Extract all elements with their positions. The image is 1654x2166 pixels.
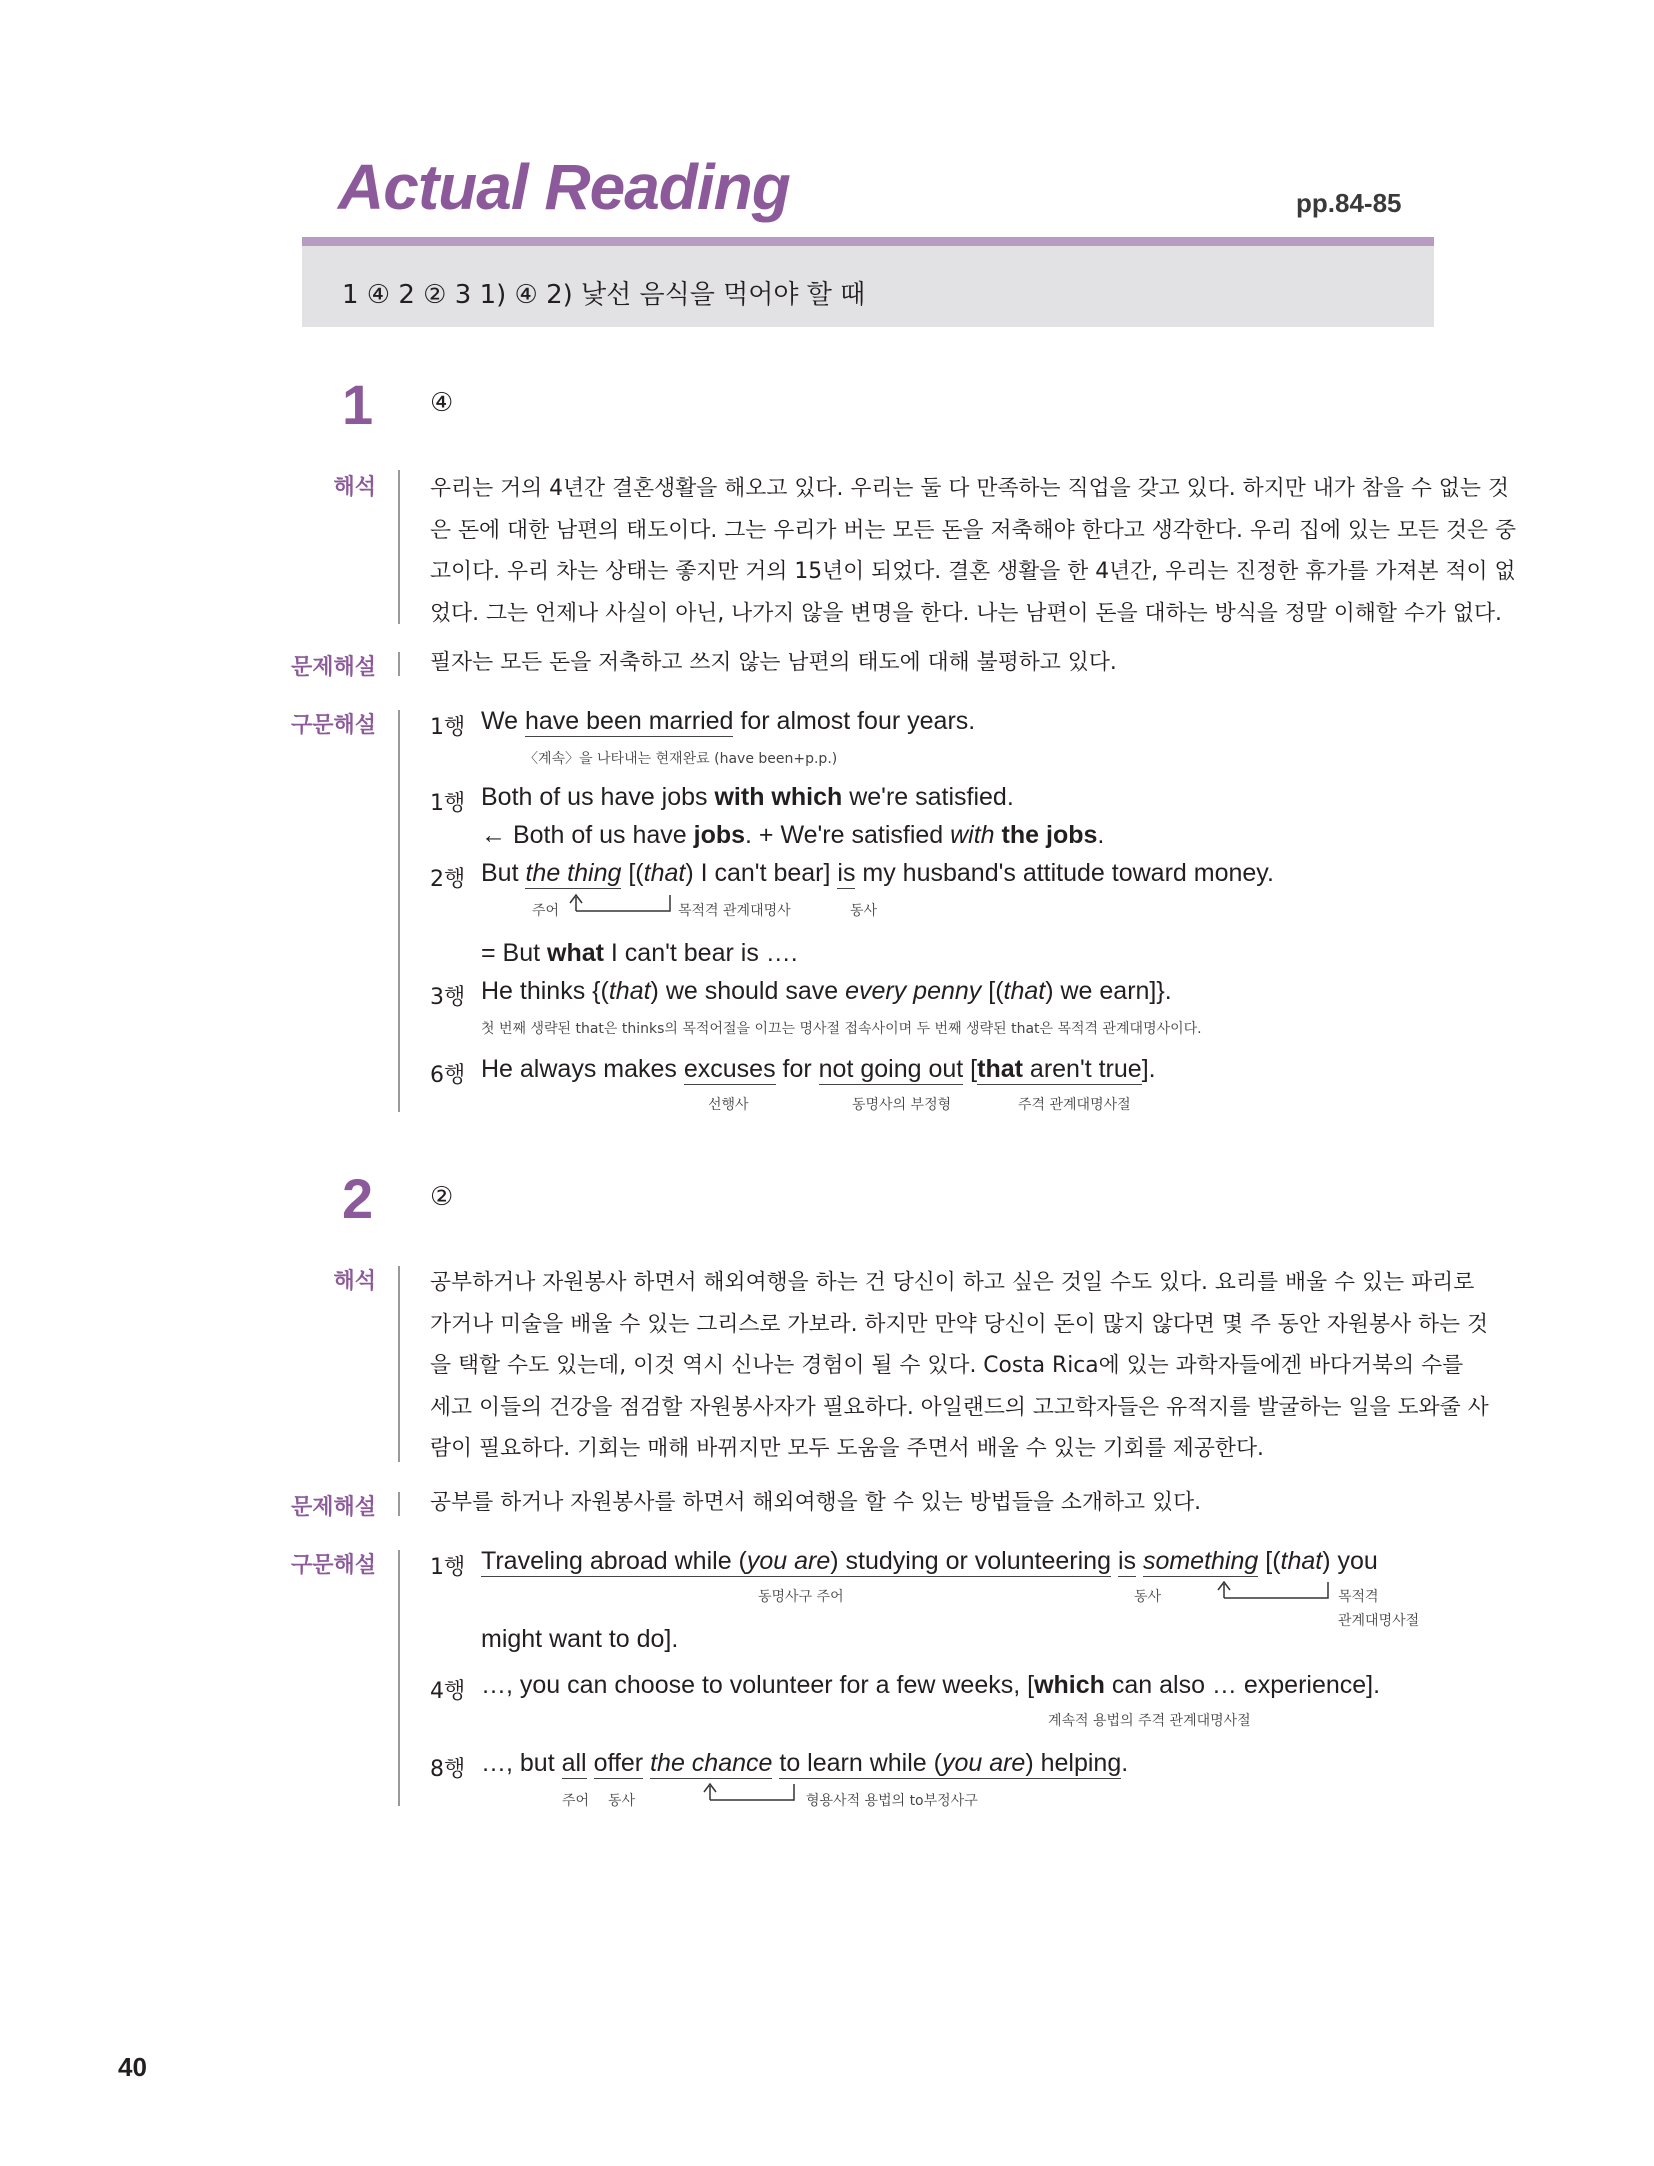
q1-translation-line: 었다. 그는 언제나 사실이 아닌, 나가지 않을 변명을 한다. 나는 남편이 돈을 대하는 방식을 정말 이해할 수가 없다. (430, 600, 1502, 626)
q2-s1-continuation: might want to do]. (481, 1625, 679, 1653)
text: can also … experience]. (1104, 1671, 1381, 1699)
text: We (481, 707, 525, 735)
q2-s2-sentence (481, 1671, 1380, 1700)
underlined-gerund: not going out (818, 1055, 964, 1083)
q2-explanation: 공부를 하거나 자원봉사를 하면서 해외여행을 할 수 있는 방법들을 소개하고 있다. (430, 1490, 1202, 1515)
q1-explanation-divider (398, 652, 400, 676)
q1-s5-note-clause: 주격 관계대명사절 (1018, 1097, 1131, 1113)
italic-phrase: you are (941, 1749, 1026, 1777)
q2-translation-label: 해석 (333, 1269, 376, 1294)
text: aren't true (1022, 1055, 1142, 1083)
underlined-antecedent: excuses (683, 1055, 776, 1083)
underlined-verb: is (1117, 1547, 1136, 1575)
question-1-answer: ④ (430, 388, 454, 418)
bold-phrase: jobs (693, 821, 746, 849)
underlined-subject: the thing (525, 859, 622, 887)
q1-s3-note-verb: 동사 (850, 903, 878, 919)
text: ← Both of us have (481, 821, 694, 849)
page-range: pp.84-85 (1296, 188, 1402, 218)
text: ) we should save (650, 977, 846, 1005)
answer-key-text: 1 ④ 2 ② 3 1) ④ 2) 낯선 음식을 먹어야 할 때 (342, 280, 866, 310)
text: . + We're satisfied (745, 821, 951, 849)
text: [( (1258, 1547, 1281, 1575)
text: [( (981, 977, 1004, 1005)
q1-s1-line-number: 1행 (430, 715, 466, 740)
bold-phrase: with which (714, 783, 843, 811)
underlined-subject (481, 1547, 1111, 1577)
bold-phrase: the jobs (1001, 821, 1098, 849)
q1-s3-rewrite (481, 939, 798, 968)
q1-translation-line: 우리는 거의 4년간 결혼생활을 해오고 있다. 우리는 둘 다 만족하는 직업을 갖고 있다. 하지만 내가 참을 수 없는 것 (430, 476, 1509, 501)
q2-translation-line: 공부하거나 자원봉사 하면서 해외여행을 하는 건 당신이 하고 싶은 것일 수도 있다. 요리를 배울 수 있는 파리로 (430, 1270, 1475, 1295)
bold-phrase: what (547, 939, 604, 967)
q2-s2-note: 계속적 용법의 주격 관계대명사절 (1048, 1713, 1251, 1729)
underlined-verb: is (837, 859, 856, 887)
q2-s1-note-relative: 관계대명사절 (1338, 1613, 1420, 1629)
question-1-number: 1 (342, 373, 374, 436)
text: Both of us have jobs (481, 783, 715, 811)
q2-s3-note-verb: 동사 (608, 1793, 636, 1809)
underlined-antecedent: something (1142, 1547, 1259, 1575)
text: ) studying or volunteering (830, 1547, 1111, 1575)
q2-s2-line-number: 4행 (430, 1679, 466, 1704)
q1-translation-label: 해석 (333, 475, 376, 500)
text: ) I can't bear] (685, 859, 838, 887)
italic-phrase: with (950, 821, 995, 849)
q2-s1-note-subject: 동명사구 주어 (758, 1589, 844, 1605)
italic-that: that (1280, 1547, 1323, 1575)
underlined-infinitive (779, 1749, 1121, 1779)
text: we're satisfied. (842, 783, 1014, 811)
text: …, but (481, 1749, 562, 1777)
q1-s4-sentence (481, 977, 1172, 1006)
q1-s5-line-number: 6행 (430, 1063, 466, 1088)
q1-syntax-divider (398, 710, 400, 1112)
q2-s1-note-verb: 동사 (1134, 1589, 1162, 1605)
text: ) we earn]}. (1045, 977, 1172, 1005)
text: . (1097, 821, 1105, 849)
q1-s1-sentence (481, 707, 975, 736)
text: I can't bear is …. (603, 939, 798, 967)
q2-s1-line-number: 1행 (430, 1555, 466, 1580)
text: . (1121, 1749, 1129, 1777)
text: = But (481, 939, 548, 967)
q2-s3-sentence (481, 1749, 1128, 1778)
q1-translation (430, 468, 1516, 634)
bold-which: which (1034, 1671, 1105, 1699)
q2-translation-divider (398, 1266, 400, 1462)
text: [ (963, 1055, 978, 1083)
q1-s1-note: 〈계속〉을 나타내는 현재완료 (have been+p.p.) (524, 751, 838, 767)
italic-that: that (1003, 977, 1046, 1005)
underlined-clause (977, 1055, 1142, 1085)
bold-that: that (977, 1055, 1023, 1083)
q1-s2-sentence (481, 783, 1014, 812)
italic-phrase: every penny (845, 977, 982, 1005)
text (995, 821, 1002, 849)
q1-translation-line: 고이다. 우리 차는 상태는 좋지만 거의 15년이 되었다. 결혼 생활을 한 4년간, 우리는 진정한 휴가를 가져본 적이 없 (430, 559, 1516, 584)
q2-translation-line: 을 택할 수도 있는데, 이것 역시 신나는 경험이 될 수 있다. Costa Rica에 있는 과학자들에겐 바다거북의 수를 (430, 1353, 1464, 1378)
page-number: 40 (118, 2052, 147, 2082)
q1-s3-sentence (481, 859, 1274, 888)
q2-explanation-divider (398, 1492, 400, 1516)
q1-s4-line-number: 3행 (430, 985, 466, 1010)
q1-s2-line-number: 1행 (430, 791, 466, 816)
q2-s1-note-object: 목적격 (1338, 1589, 1379, 1605)
answer-key-bar (302, 237, 1434, 327)
q2-translation (430, 1262, 1489, 1470)
text: [( (621, 859, 644, 887)
question-2-answer: ② (430, 1182, 454, 1212)
text (1111, 1547, 1118, 1575)
text: my husband's attitude toward money. (855, 859, 1274, 887)
q2-translation-line: 세고 이들의 건강을 점검할 자원봉사자가 필요하다. 아일랜드의 고고학자들은 유적지를 발굴하는 일을 도와줄 사 (430, 1394, 1489, 1420)
text: ) you (1322, 1547, 1378, 1575)
q2-syntax-label: 구문해설 (290, 1553, 376, 1578)
text: He thinks {( (481, 977, 609, 1005)
text: ]. (1141, 1055, 1156, 1083)
text: Traveling abroad while ( (481, 1547, 747, 1575)
text: to learn while ( (779, 1749, 942, 1777)
q1-explanation-label: 문제해설 (290, 655, 376, 680)
text (1136, 1547, 1143, 1575)
underlined-antecedent: the chance (650, 1749, 773, 1777)
q2-explanation-label: 문제해설 (290, 1495, 376, 1520)
text: for almost four years. (733, 707, 976, 735)
q1-syntax-label: 구문해설 (290, 713, 376, 738)
q2-s3-line-number: 8행 (430, 1757, 466, 1782)
question-2-number: 2 (342, 1167, 374, 1230)
q1-s3-line-number: 2행 (430, 867, 466, 892)
q2-s3-note-infinitive: 형용사적 용법의 to부정사구 (806, 1793, 978, 1809)
q2-s3-arrow (700, 1782, 800, 1804)
underlined-verb: offer (593, 1749, 644, 1777)
italic-phrase: you are (746, 1547, 831, 1575)
italic-that: that (608, 977, 651, 1005)
q1-translation-line: 은 돈에 대한 남편의 태도이다. 그는 우리가 버는 모든 돈을 저축해야 한다고 생각한다. 우리 집에 있는 모든 것은 중 (430, 517, 1517, 543)
q1-s2-rewrite (481, 821, 1104, 850)
text: …, you can choose to volunteer for a few weeks, [ (481, 1671, 1035, 1699)
q1-s3-note-subject: 주어 (532, 903, 560, 919)
q1-s3-arrow (560, 893, 680, 913)
text: for (775, 1055, 819, 1083)
q2-translation-line: 가거나 미술을 배울 수 있는 그리스로 가보라. 하지만 만약 당신이 돈이 많지 않다면 몇 주 동안 자원봉사 하는 것 (430, 1311, 1489, 1337)
q2-syntax-divider (398, 1550, 400, 1806)
text (587, 1749, 594, 1777)
text: But (481, 859, 526, 887)
q1-translation-divider (398, 470, 400, 624)
q1-explanation: 필자는 모든 돈을 저축하고 쓰지 않는 남편의 태도에 대해 불평하고 있다. (430, 650, 1117, 675)
q2-s1-sentence (481, 1547, 1378, 1576)
q1-s4-note: 첫 번째 생략된 that은 thinks의 목적어절을 이끄는 명사절 접속사이며 두 번째 생략된 that은 목적격 관계대명사이다. (481, 1021, 1202, 1037)
underlined-subject: all (561, 1749, 587, 1777)
q1-s5-note-antecedent: 선행사 (708, 1097, 749, 1113)
page-title: Actual Reading (338, 151, 790, 223)
q2-s3-note-subject: 주어 (562, 1793, 590, 1809)
q2-s1-arrow (1212, 1580, 1342, 1602)
q1-s5-note-gerund: 동명사의 부정형 (852, 1097, 952, 1113)
italic-that: that (643, 859, 686, 887)
q1-s5-sentence (481, 1055, 1156, 1084)
q2-translation-line: 람이 필요하다. 기회는 매해 바뀌지만 모두 도움을 주면서 배울 수 있는 기회를 제공한다. (430, 1436, 1264, 1461)
underlined-phrase: have been married (525, 707, 734, 735)
text: He always makes (481, 1055, 684, 1083)
q1-s3-note-relative: 목적격 관계대명사 (678, 903, 791, 919)
text: ) helping (1025, 1749, 1122, 1777)
